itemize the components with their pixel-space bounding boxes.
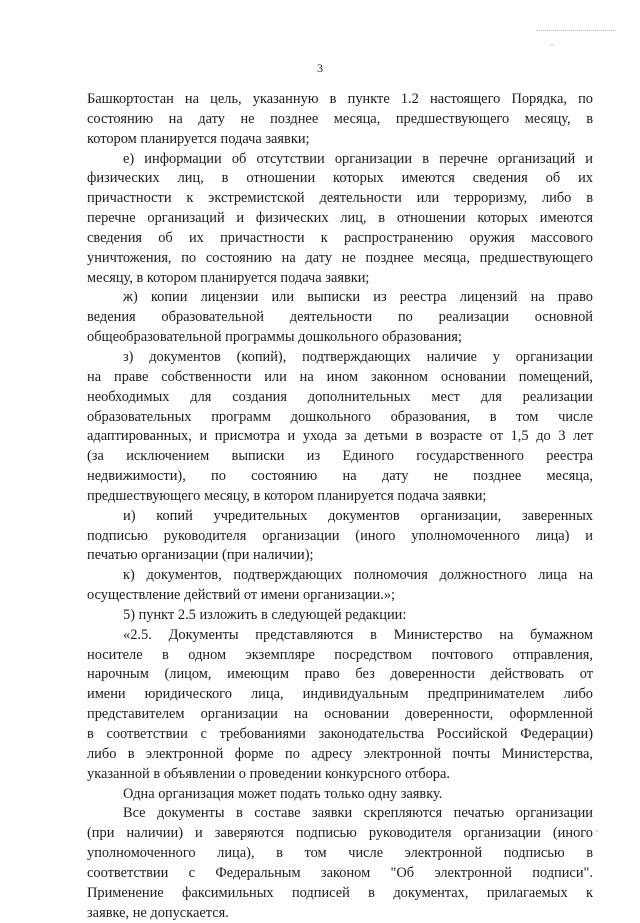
text-line: месяцу, в котором планируется подача заявки; — [87, 269, 370, 286]
text-line: либо в электронной форме по адресу электронной почты Министерства, — [87, 745, 593, 762]
text-line: ведения образовательной деятельности по реализации основной — [87, 309, 593, 326]
text-line: носителе в одном экземпляре посредством почтового отправления, — [87, 646, 593, 663]
text-line: заявке, не допускается. — [87, 904, 229, 921]
text-line: представителем организации на основании доверенности, оформленной — [87, 706, 593, 723]
document-body — [87, 90, 593, 923]
text-line: 5) пункт 2.5 изложить в следующей редакции: — [123, 606, 407, 623]
text-line: в соответствии с требованиями законодательства Российской Федерации) — [87, 726, 593, 742]
text-line: перечне организаций и физических лиц, в отношении которых имеются — [87, 210, 593, 227]
text-line: состоянию на дату не позднее месяца, предшествующего месяцу, в — [87, 110, 593, 127]
text-line: соответствии с Федеральным законом "Об электронной подписи". — [87, 864, 593, 881]
text-line: Башкортостан на цель, указанную в пункте 1.2 настоящего Порядка, по — [87, 91, 593, 107]
scan-mark — [536, 30, 616, 31]
text-line: з) документов (копий), подтверждающих наличие у организации — [123, 348, 593, 365]
text-line: (при наличии) и заверяются подписью руководителя организации (иного — [87, 825, 593, 842]
text-line: уничтожения, по состоянию на дату не позднее месяца, предшествующего — [87, 249, 593, 266]
text-line: сведения об их причастности к распространению оружия массового — [87, 229, 593, 246]
text-line: причастности к экстремистской деятельности или терроризму, либо в — [87, 190, 593, 207]
text-line: е) информации об отсутствии организации в перечне организаций и — [123, 150, 593, 167]
text-line: нарочным (лицом, имеющим право без доверенности действовать от — [87, 666, 593, 683]
text-line: физических лиц, в отношении которых имеются сведения об их — [87, 170, 593, 187]
text-line: и) копий учредительных документов организации, заверенных — [123, 507, 593, 524]
text-line: осуществление действий от имени организации.»; — [87, 587, 396, 604]
page-number: 3 — [317, 61, 323, 75]
text-line: имени юридического лица, индивидуальным предпринимателем либо — [87, 686, 593, 703]
text-line: образовательных программ дошкольного образования, в том числе — [87, 408, 593, 425]
text-line: котором планируется подача заявки; — [87, 130, 310, 147]
text-line: предшествующего месяцу, в котором планируется подача заявки; — [87, 487, 487, 504]
text-line: необходимых для создания дополнительных мест для реализации — [87, 388, 593, 405]
text-line: на праве собственности или на ином законном основании помещений, — [87, 368, 593, 385]
text-line: указанной в объявлении о проведении конкурсного отбора. — [87, 765, 450, 782]
text-line: адаптированных, и присмотра и ухода за детьми в возрасте от 1,5 до 3 лет — [87, 428, 593, 445]
text-line: подписью руководителя организации (иного уполномоченного лица) и — [87, 527, 593, 544]
scan-speck — [596, 830, 598, 832]
text-line: уполномоченного лица), в том числе электронной подписью в — [87, 845, 593, 862]
text-line: недвижимости), по состоянию на дату не позднее месяца, — [87, 468, 593, 485]
text-line: Одна организация может подать только одну заявку. — [123, 785, 443, 802]
text-line: общеобразовательной программы дошкольного образования; — [87, 329, 462, 346]
text-line: к) документов, подтверждающих полномочия должностного лица на — [123, 567, 593, 584]
text-line: ж) копии лицензии или выписки из реестра лицензий на право — [123, 289, 593, 306]
text-line: Все документы в составе заявки скрепляются печатью организации — [123, 805, 593, 822]
scan-speck — [551, 44, 553, 46]
text-line: Применение факсимильных подписей в документах, прилагаемых к — [87, 884, 593, 901]
text-line: «2.5. Документы представляются в Министерство на бумажном — [123, 626, 593, 643]
text-line: печатью организации (при наличии); — [87, 547, 314, 564]
text-line: (за исключением выписки из Единого государственного реестра — [87, 448, 593, 465]
